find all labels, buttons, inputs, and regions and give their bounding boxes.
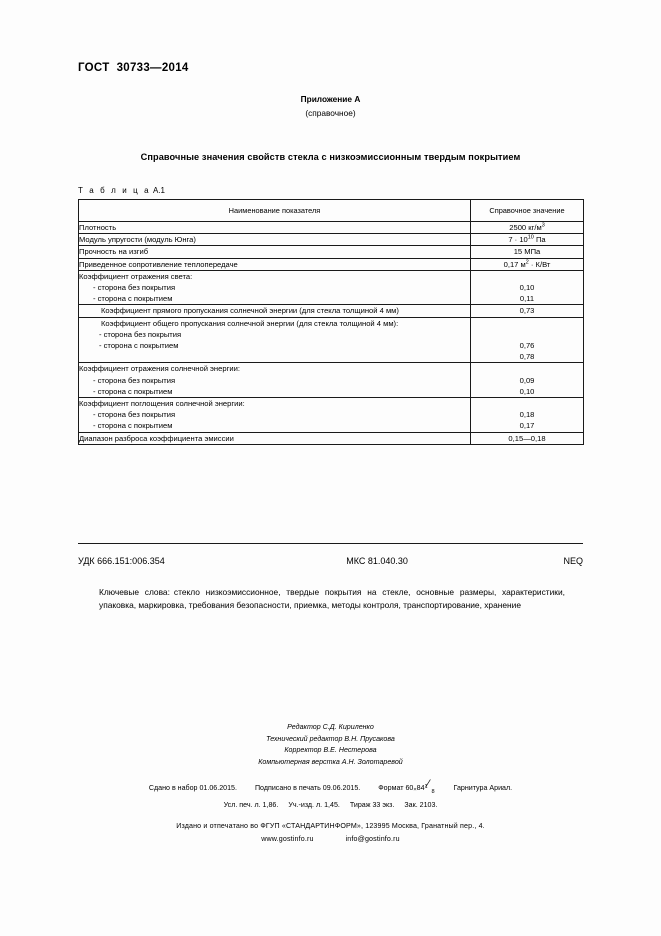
row-subitem: - сторона с покрытием <box>93 421 173 431</box>
properties-table <box>78 199 584 445</box>
standard-label: ГОСТ <box>78 62 110 74</box>
row-value-2: 0,17 <box>519 421 535 431</box>
appendix-title: Приложение А <box>300 94 361 104</box>
table-caption-number: А.1 <box>152 186 165 195</box>
format-denominator: 8 <box>431 789 435 795</box>
row-value-1: 0,10 <box>519 283 535 293</box>
row-name: Прочность на изгиб <box>79 246 471 258</box>
credit-technical-editor <box>0 734 661 746</box>
format-fraction: 1 ⁄ 8 <box>425 783 436 792</box>
table-row <box>79 246 584 258</box>
row-name <box>79 363 471 398</box>
row-value <box>471 317 584 363</box>
row-subitem: - сторона с покрытием <box>93 386 173 396</box>
credit-proofreader-text: Корректор В.Е. Нестерова <box>284 746 377 755</box>
row-subitem: - сторона без покрытия <box>93 283 176 293</box>
print-info-line-2 <box>0 798 661 813</box>
row-value-2: 0,10 <box>519 386 535 396</box>
column-header-name: Наименование показателя <box>79 200 471 222</box>
format-label: Формат 60 <box>378 784 414 792</box>
row-name-text: Коэффициент отражения солнечной энергии: <box>79 364 240 374</box>
print-info-block <box>0 778 661 812</box>
row-name-text: Коэффициент поглощения солнечной энергии: <box>79 399 245 409</box>
mks-code: МКС 81.040.30 <box>346 556 408 566</box>
credit-editor-text: Редактор С.Д. Кириленко <box>287 723 374 731</box>
row-value-1: 0,76 <box>519 341 535 351</box>
row-value-text: 7 · 10 <box>508 235 528 245</box>
table-row <box>79 270 584 305</box>
equivalence-marker: NEQ <box>563 556 583 566</box>
row-name-text: Коэффициент отражения света: <box>79 271 193 281</box>
credit-technical-editor-text: Технический редактор В.Н. Прусакова <box>266 734 395 743</box>
date-signed: Подписано в печать 09.06.2015. <box>254 784 361 792</box>
table-row <box>79 222 584 234</box>
keywords-block <box>99 586 565 612</box>
appendix-block <box>0 92 661 120</box>
row-value-superscript: 2 <box>525 259 529 266</box>
typeface: Гарнитура Ариал. <box>453 784 513 792</box>
print-sheets: Усл. печ. л. 1,86. <box>223 800 279 809</box>
order-number: Зак. 2103. <box>404 800 438 809</box>
appendix-subtitle: (справочное) <box>305 108 356 118</box>
row-name: Диапазон разброса коэффициента эмиссии <box>79 432 471 444</box>
row-subitem: - сторона с покрытием <box>93 294 173 304</box>
table-row <box>79 432 584 444</box>
table-caption-label: Т а б л и ц а <box>78 186 151 195</box>
standard-number: 30733—2014 <box>116 62 189 74</box>
row-name <box>79 398 471 433</box>
table-row <box>79 398 584 433</box>
row-subitem: - сторона без покрытия <box>93 375 176 385</box>
horizontal-divider <box>78 543 583 544</box>
credit-layout-text: Компьютерная верстка А.Н. Золотаревой <box>258 757 403 766</box>
keywords-label: Ключевые слова: <box>99 587 170 597</box>
row-value-superscript: 10 <box>527 234 534 241</box>
row-value <box>471 363 584 398</box>
row-value-1: 0,18 <box>519 410 535 420</box>
row-value: 0,73 <box>471 305 584 317</box>
publisher-website[interactable]: www.gostinfo.ru <box>261 835 314 843</box>
row-name-text: Коэффициент общего пропускания солнечной энергии (для стекла толщиной 4 мм): <box>101 318 399 328</box>
table-caption <box>78 186 165 195</box>
date-submitted: Сдано в набор 01.06.2015. <box>148 784 237 792</box>
credits-block <box>0 722 661 768</box>
row-value-text: 0,17 м <box>503 259 526 269</box>
row-subitem: - сторона без покрытия <box>93 410 176 420</box>
row-value <box>471 398 584 433</box>
row-name <box>79 317 471 363</box>
column-header-value: Справочное значение <box>471 200 584 222</box>
row-name: Приведенное сопротивление теплопередаче <box>79 258 471 270</box>
row-value-2: 0,11 <box>519 294 535 304</box>
row-value: 0,15—0,18 <box>471 432 584 444</box>
row-subitem: - сторона с покрытием <box>99 341 179 351</box>
publisher-block <box>0 820 661 846</box>
credit-editor <box>0 722 661 734</box>
circulation: Тираж 33 экз. <box>349 800 395 809</box>
publisher-contacts <box>0 833 661 846</box>
format-mid: 84 <box>416 784 425 792</box>
row-value <box>471 258 584 270</box>
row-value <box>471 222 584 234</box>
row-value-2: 0,78 <box>519 352 535 362</box>
keywords-text: стекло низкоэмиссионное, твердые покрытия на стекле, основные размеры, характеристики, упаковка, маркировка, требования безопасности, приемка, методы контроля, транспортирование, хранение <box>99 587 565 611</box>
publisher-sheets: Уч.-изд. л. 1,45. <box>288 800 340 809</box>
row-name <box>79 270 471 305</box>
table-row <box>79 305 584 317</box>
table-row <box>79 363 584 398</box>
classification-row <box>78 556 583 566</box>
credit-layout <box>0 757 661 769</box>
row-subitem: - сторона без покрытия <box>99 329 182 339</box>
row-value-superscript: 3 <box>541 222 545 229</box>
page-title: Справочные значения свойств стекла с низкоэмиссионным твердым покрытием <box>140 152 521 162</box>
table-header-row <box>79 200 584 222</box>
row-value-1: 0,09 <box>519 375 535 385</box>
table-row <box>79 234 584 246</box>
row-value-text: 2500 кг/м <box>509 223 542 232</box>
row-name: Коэффициент прямого пропускания солнечной энергии (для стекла толщиной 4 мм) <box>79 305 471 317</box>
table-row <box>79 317 584 363</box>
publisher-address: Издано и отпечатано во ФГУП «СТАНДАРТИНФОРМ», 123995 Москва, Гранатный пер., 4. <box>176 822 485 830</box>
credit-proofreader <box>0 745 661 757</box>
publisher-email[interactable]: info@gostinfo.ru <box>345 835 400 843</box>
format-numerator: 1 <box>424 784 428 790</box>
udk-code: УДК 666.151:006.354 <box>78 556 165 566</box>
row-value <box>471 270 584 305</box>
print-info-line-1: Сдано в набор 01.06.2015. Подписано в печать 09.06.2015. Формат 60×84 1 ⁄ 8 Гарнитура Ариал. <box>0 781 661 798</box>
row-name: Модуль упругости (модуль Юнга) <box>79 234 471 246</box>
table-row <box>79 258 584 270</box>
row-value <box>471 234 584 246</box>
row-value-suffix: Па <box>533 235 546 245</box>
row-name: Плотность <box>79 222 471 234</box>
row-value: 15 МПа <box>471 246 584 258</box>
standard-header <box>78 62 189 74</box>
row-value-suffix: · К/Вт <box>528 259 551 269</box>
